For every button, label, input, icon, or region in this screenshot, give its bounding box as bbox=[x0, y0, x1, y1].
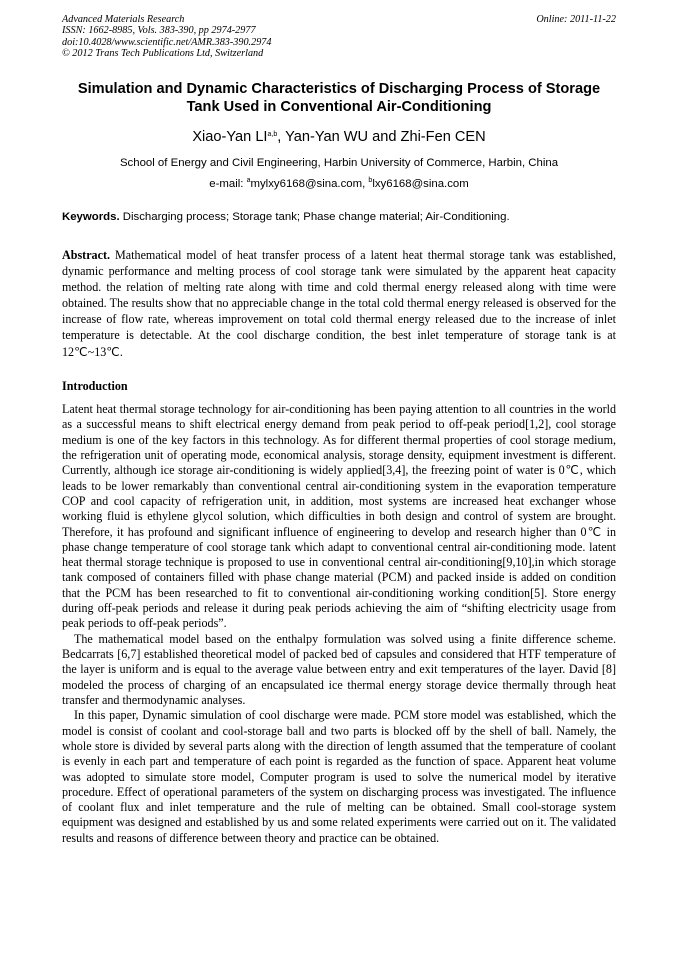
journal-name: Advanced Materials Research bbox=[62, 14, 185, 25]
keywords bbox=[62, 211, 616, 223]
paper-title: Simulation and Dynamic Characteristics of Discharging Process of Storage Tank Used in Conventional Air-Conditioning bbox=[77, 81, 601, 115]
email-marker-a: a bbox=[246, 177, 251, 184]
keywords-text: Discharging process; Storage tank; Phase change material; Air-Conditioning. bbox=[119, 211, 510, 223]
email-prefix: e-mail: bbox=[209, 178, 247, 190]
issn-line: ISSN: 1662-8985, Vols. 383-390, pp 2974-2977 bbox=[62, 25, 256, 37]
author-line bbox=[62, 129, 616, 145]
online-date: Online: 2011-11-22 bbox=[536, 14, 616, 25]
doi-line: doi:10.4028/www.scientific.net/AMR.383-390.2974 bbox=[62, 36, 272, 48]
email-address-a: mylxy6168@sina.com, bbox=[250, 178, 369, 190]
abstract-label: Abstract. bbox=[62, 248, 111, 262]
other-authors: , Yan-Yan WU and Zhi-Fen CEN bbox=[277, 129, 486, 145]
email-marker-b: b bbox=[368, 177, 373, 184]
keywords-label: Keywords. bbox=[62, 211, 120, 223]
copyright-line: © 2012 Trans Tech Publications Ltd, Switzerland bbox=[62, 48, 264, 60]
email-line bbox=[62, 178, 616, 190]
affiliation: School of Energy and Civil Engineering, Harbin University of Commerce, Harbin, China bbox=[119, 157, 559, 169]
section-heading-introduction: Introduction bbox=[62, 379, 128, 393]
body-paragraph: In this paper, Dynamic simulation of cool discharge were made. PCM store model was established, which the model is consist of coolant and cool-storage ball and two parts is blocked off by the shell of ball. Namely, the whole store is divided by several parts along with the direction of length assumed that the temperature of coolant is evenly in each part and temperature of each point is regarded as the function of space. Apparent heat volume was adopted to simulate store model, Computer program is used to solve the numerical model by iterative procedure. Effect of operational parameters of the system on discharging process was investigated. The influence of coolant flux and inlet temperature and the rule of melting can be obtained. Small cool-storage system equipment was designed and established by us and some related experiments were carried out on it. The validated results and reasons of difference between theory and practice can be obtained. bbox=[62, 708, 616, 845]
abstract-text: Mathematical model of heat transfer process of a latent heat thermal storage tank was established, dynamic performance and melting process of cool storage tank were simulated by the apparent heat capacity method. the relation of melting rate along with time and cold thermal energy released along with time were obtained. The results show that no appreciable change in the total cold thermal energy released is observed for the increase of flow rate, whereas improvement on total cold thermal energy released due to the increase of inlet temperature is detectable. At the cool discharge condition, the best inlet temperature of storage tank is at 12℃~13℃. bbox=[62, 248, 616, 359]
body-paragraph: The mathematical model based on the enthalpy formulation was solved using a finite difference scheme. Bedcarrats [6,7] established theoretical model of packed bed of capsules and considered that HTF temperature of the layer is uniform and is equal to the average value between entry and exit temperatures of the layer. David [8] modeled the process of charging of an encapsulated ice thermal energy storage device thermally through heat transfer and thermodynamic analyses. bbox=[62, 631, 616, 707]
introduction-body bbox=[62, 402, 616, 846]
first-author: Xiao-Yan LI bbox=[192, 129, 268, 145]
abstract bbox=[62, 247, 616, 360]
body-paragraph: Latent heat thermal storage technology for air-conditioning has been paying attention to all countries in the world as a successful means to shift electrical energy demand from peak period to off-peak period[1,2], cool storage medium is one of the key factors in this technology. As for different thermal properties of cool storage medium, the refrigeration unit of operating mode, economical analysis, storage density, equipment investment is different. Currently, although ice storage air-conditioning is widely applied[3,4], the freezing point of water is 0℃, which leads to be lower remarkably than conventional central air-conditioning system in the evaporation temperature COP and cool capacity of refrigeration unit, in addition, most systems are increased heat exchanger whose working fluid is ethylene glycol solution, which difficulties in both design and control of system are brought. Therefore, it has profound and significant influence of engineering to develop and research higher than 0℃ in phase change temperature of cool storage tank which adapt to conventional central air-conditioning mode. latent heat thermal storage technique is proposed to use in conventional central air-conditioning[9,10],in which storage tank composed of containers filled with phase change material (PCM) and packed inside is added on condition that the PCM has been researched to fit to conventional air-conditioning working condition[5]. Store energy during off-peak periods and release it during peak periods achieving the aim of “shifting electricity usage from peak periods to off-peak periods”. bbox=[62, 402, 616, 631]
first-author-affil-marker: a,b bbox=[267, 131, 278, 138]
email-address-b: lxy6168@sina.com bbox=[372, 178, 469, 190]
journal-header bbox=[62, 14, 616, 60]
